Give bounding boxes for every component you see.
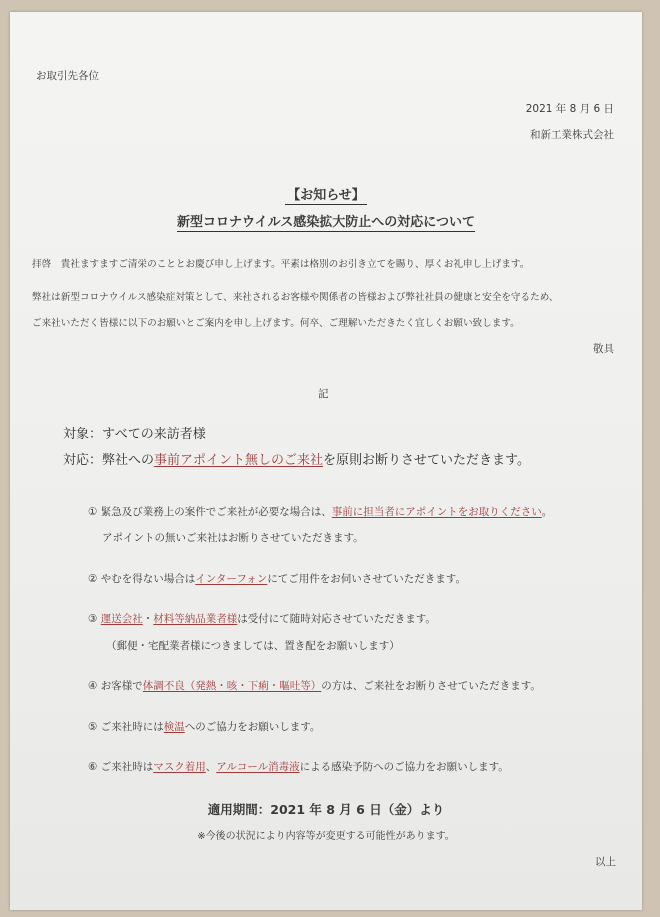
change-note: ※今後の状況により内容等が変更する可能性があります。	[197, 831, 455, 842]
end-mark: 以上	[595, 856, 616, 868]
list-item-3-sub: （郵便・宅配業者様につきましては、置き配をお願いします）	[106, 640, 400, 652]
body-line-2: ご来社いただく皆様に以下のお願いとご案内を申し上げます。何卒、ご理解いただきたく宜しくお願い致します。	[32, 318, 520, 329]
company-name: 和新工業株式会社	[530, 129, 614, 141]
notice-heading: 【お知らせ】	[287, 188, 365, 203]
ki-label: 記	[318, 388, 329, 400]
greeting-text: 拝啓 貴社ますますご清栄のこととお慶び申し上げます。平素は格別のお引き立てを賜り、厚くお礼申し上げます。	[32, 259, 530, 270]
subject-heading: 新型コロナウイルス感染拡大防止への対応について	[177, 215, 475, 230]
date: 2021 年 8 月 6 日	[525, 103, 614, 115]
list-item-4: ④ お客様で体調不良（発熱・咳・下痢・嘔吐等）の方は、ご来社をお断りさせていただきます。	[88, 680, 541, 692]
list-item-6: ⑥ ご来社時はマスク着用、アルコール消毒液による感染予防へのご協力をお願いします。	[88, 761, 509, 773]
body-line-1: 弊社は新型コロナウイルス感染症対策として、来社されるお客様や関係者の皆様および弊社社員の健康と安全を守るため、	[32, 292, 559, 303]
list-item-1: ① 緊急及び業務上の案件でご来社が必要な場合は、事前に担当者にアポイントをお取りください。	[88, 506, 553, 518]
response-line: 対応：弊社への事前アポイント無しのご来社を原則お断りさせていただきます。	[63, 453, 530, 468]
closing-text: 敬具	[593, 343, 614, 355]
addressee: お取引先各位	[36, 70, 99, 82]
list-item-1-sub: アポイントの無いご来社はお断りさせていただきます。	[102, 532, 364, 544]
list-item-3: ③ 運送会社・材料等納品業者様は受付にて随時対応させていただきます。	[88, 613, 436, 625]
target-line: 対象：すべての来訪者様	[63, 427, 206, 442]
application-period: 適用期間：2021 年 8 月 6 日（金）より	[207, 802, 445, 817]
list-item-5: ⑤ ご来社時には検温へのご協力をお願いします。	[88, 721, 321, 733]
document-page	[10, 12, 642, 910]
response-highlight: 事前アポイント無しのご来社	[154, 453, 324, 468]
list-item-2: ② やむを得ない場合はインターフォンにてご用件をお伺いさせていただきます。	[88, 573, 466, 585]
